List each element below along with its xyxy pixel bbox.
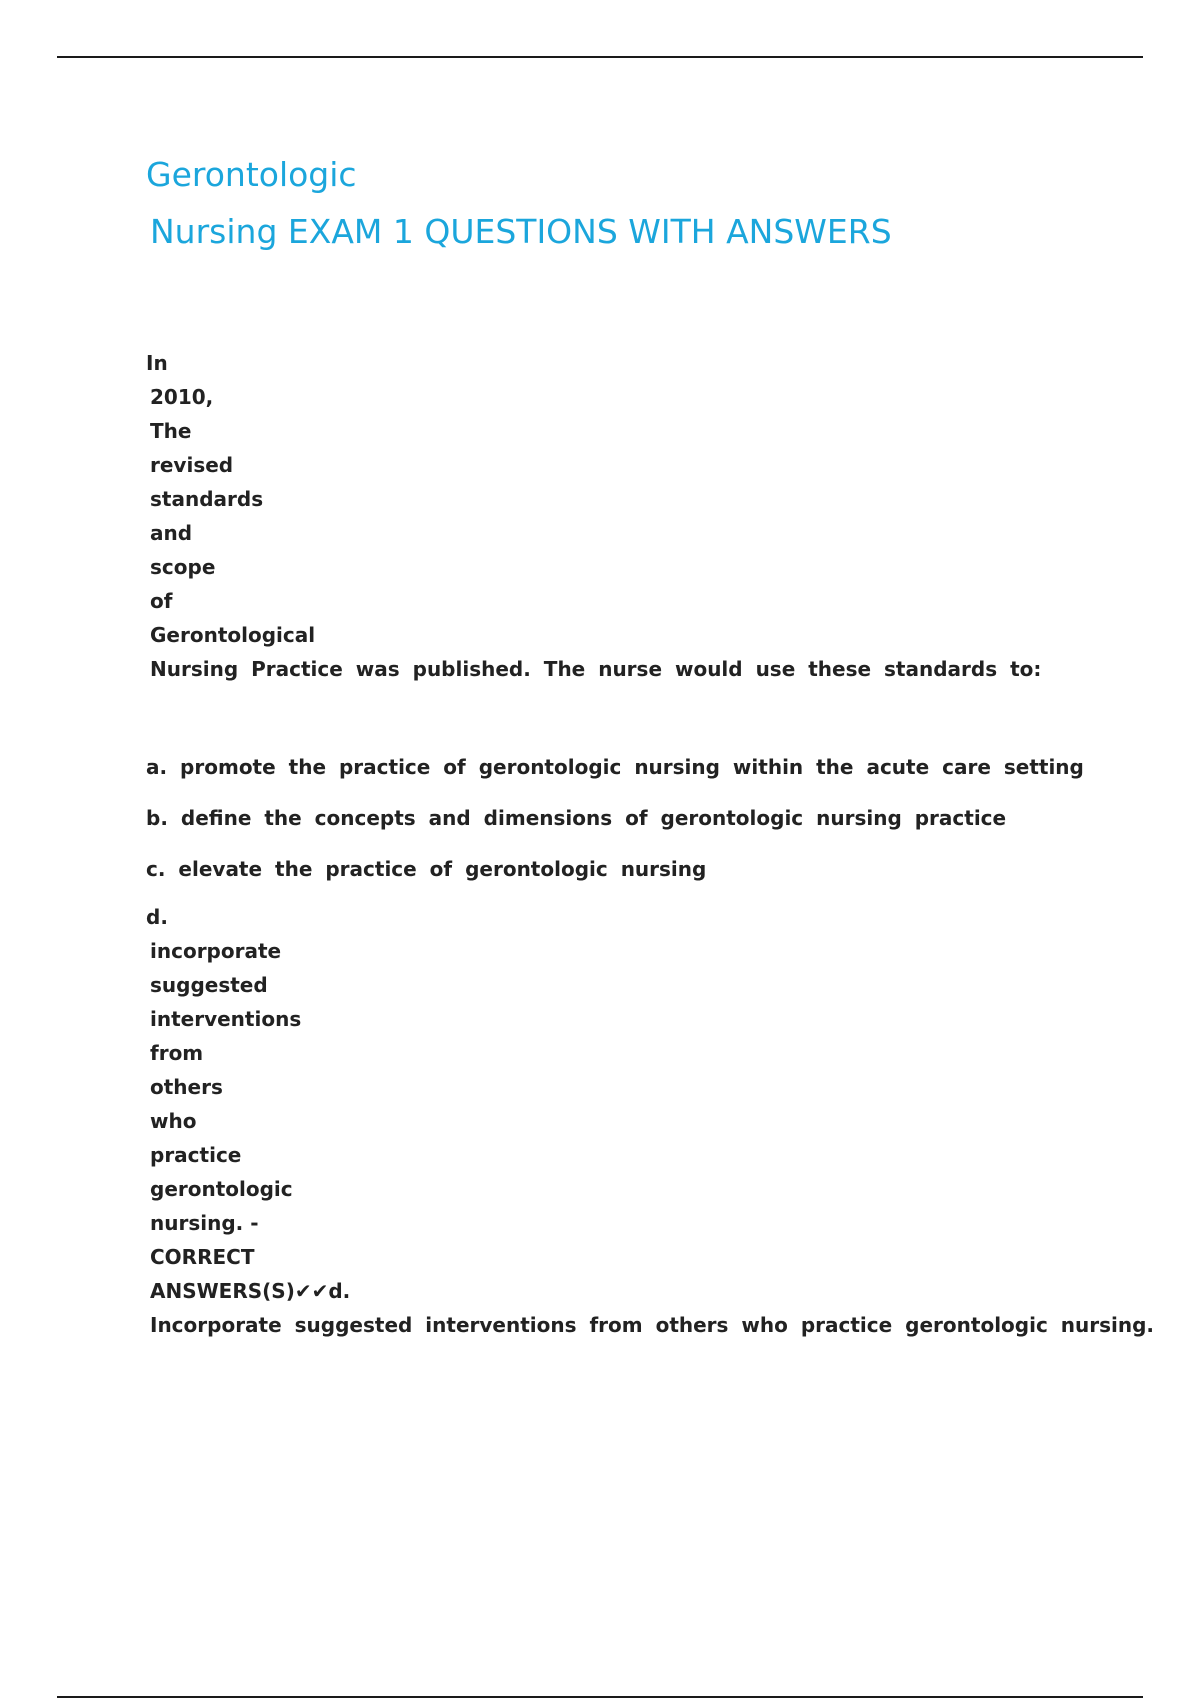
question-word: and [150,521,193,545]
option-d-word: suggested [150,973,268,997]
question-word: Gerontological [150,623,316,647]
option-d-word: incorporate [150,939,282,963]
option-d-word: interventions [150,1007,302,1031]
option-c: c. elevate the practice of gerontologic nursing [146,857,707,881]
option-d-label: d. [146,905,168,929]
option-b: b. define the concepts and dimensions of gerontologic nursing practice [146,806,1007,830]
question-word: In [146,351,168,375]
question-word: 2010, [150,385,214,409]
option-d-word: gerontologic [150,1177,293,1201]
question-word: The [150,419,192,443]
option-d-word: nursing. - [150,1211,259,1235]
question-last-line: Nursing Practice was published. The nurse would use these standards to: [150,657,1042,681]
question-word: of [150,589,173,613]
bottom-rule [57,1696,1143,1698]
correct-answer-text: Incorporate suggested interventions from others who practice gerontologic nursing. [150,1313,1155,1337]
question-word: scope [150,555,216,579]
question-word: standards [150,487,264,511]
correct-answer-marker: ANSWERS(S)✔✔d. [150,1279,351,1303]
top-rule [57,56,1143,58]
question-text [146,346,1041,686]
option-d [146,900,1154,1342]
option-d-word: from [150,1041,204,1065]
title-line-2: Nursing EXAM 1 QUESTIONS WITH ANSWERS [150,212,892,251]
document-title [146,146,892,260]
question-word: revised [150,453,234,477]
answer-options [146,750,1084,903]
option-d-word: others [150,1075,223,1099]
option-d-word: practice [150,1143,242,1167]
correct-answer-label: CORRECT [150,1245,255,1269]
title-line-1: Gerontologic [146,155,357,194]
option-d-word: who [150,1109,197,1133]
option-a: a. promote the practice of gerontologic nursing within the acute care setting [146,755,1084,779]
